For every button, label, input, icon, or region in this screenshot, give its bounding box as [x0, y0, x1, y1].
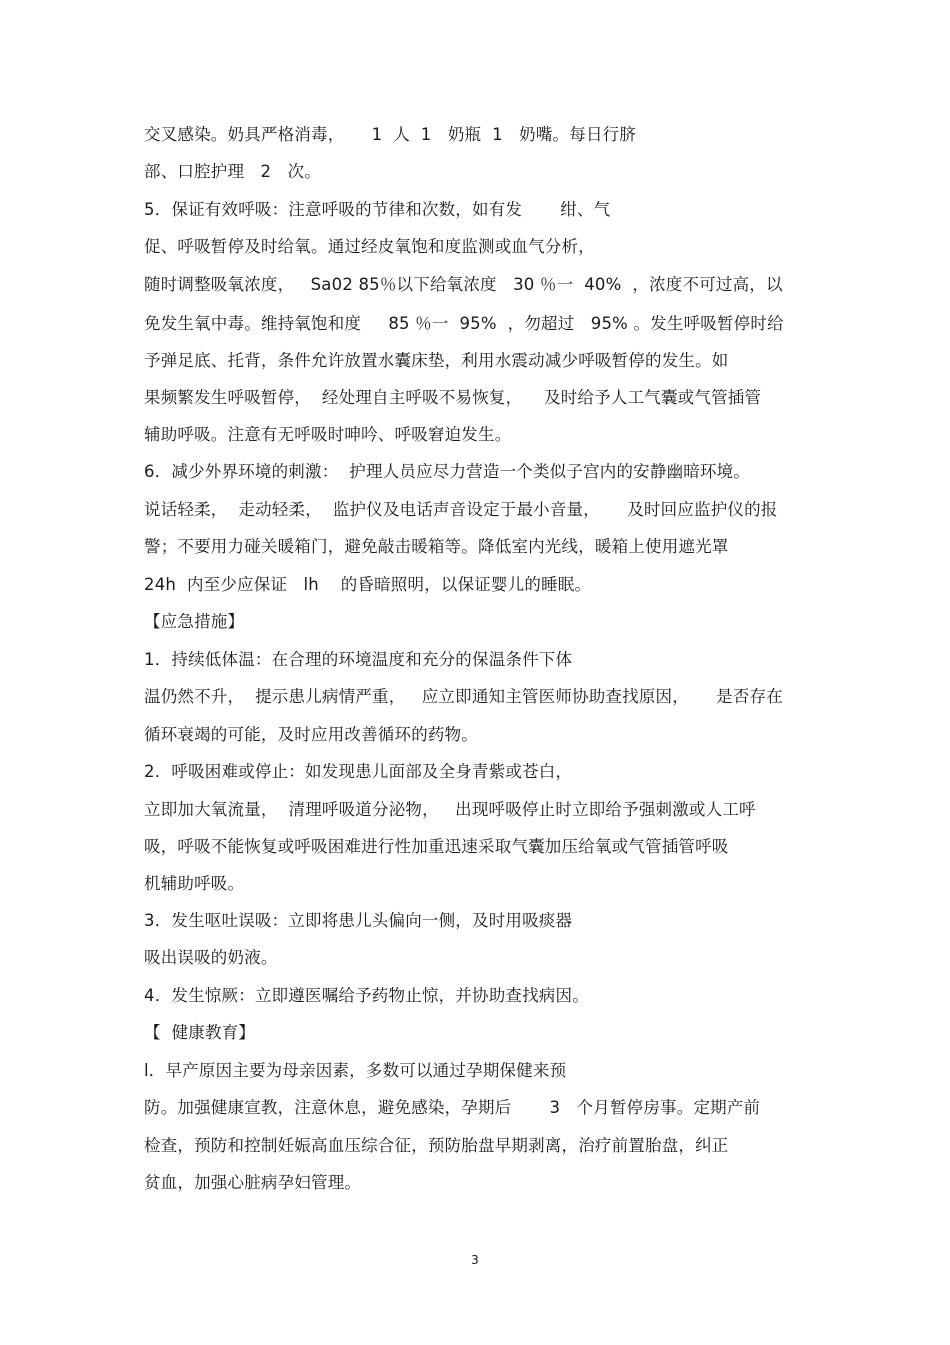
text-line: 说话轻柔， 走动轻柔， 监护仪及电话声音设定于最小音量， 及时回应监护仪的报 [144, 500, 778, 519]
text-line: 吸，呼吸不能恢复或呼吸困难进行性加重迅速采取气囊加压给氧或气管插管呼吸 [144, 837, 729, 856]
text-line: 辅助呼吸。注意有无呼吸时呻吟、呼吸窘迫发生。 [144, 425, 512, 444]
text-line: l．早产原因主要为母亲因素，多数可以通过孕期保健来预 [144, 1061, 567, 1080]
text-line: 1．持续低体温：在合理的环境温度和充分的保温条件下体 [144, 650, 573, 669]
text-line: 3．发生呕吐误吸：立即将患儿头偏向一侧，及时用吸痰器 [144, 911, 573, 930]
text-line: 5．保证有效呼吸：注意呼吸的节律和次数，如有发 绀、气 [144, 200, 611, 219]
text-line: 2．呼吸困难或停止：如发现患儿面部及全身青紫或苍白， [144, 762, 573, 781]
text-line: 警；不要用力碰关暖箱门，避免敲击暖箱等。降低室内光线，暖箱上使用遮光罩 [144, 537, 729, 556]
section-heading: 6．减少外界环境的刺激： 护理人员应尽力营造一个类似子宫内的安静幽暗环境。 [144, 462, 751, 481]
text-line: 免发生氧中毒。维持氧饱和度 85 ％一 95% ，勿超过 95% 。发生呼吸暂停时给 [144, 314, 784, 333]
text-line: 4．发生惊厥：立即遵医嘱给予药物止惊，并协助查找病因。 [144, 986, 589, 1005]
text-line: 随时调整吸氧浓度， Sa02 85％以下给氧浓度 30 ％一 40% ，浓度不可过高，以 [144, 275, 783, 294]
text-line: 防。加强健康宣教，注意休息，避免感染，孕期后 3 个月暂停房事。定期产前 [144, 1098, 761, 1117]
text-line: 吸出误吸的奶液。 [144, 948, 278, 967]
page-number: 3 [471, 1253, 479, 1267]
text-line: 检查，预防和控制妊娠高血压综合征，预防胎盘早期剥离，治疗前置胎盘，纠正 [144, 1136, 729, 1155]
text-line: 交叉感染。奶具严格消毒， 1 人 1 奶瓶 1 奶嘴。每日行脐 [144, 125, 637, 144]
text-line: 循环衰竭的可能，及时应用改善循环的药物。 [144, 725, 478, 744]
text-line: 促、呼吸暂停及时给氧。通过经皮氧饱和度监测或血气分析， [144, 237, 595, 256]
text-line: 予弹足底、托背，条件允许放置水囊床垫，利用水震动减少呼吸暂停的发生。如 [144, 351, 729, 370]
text-line: 贫血，加强心脏病孕妇管理。 [144, 1173, 362, 1192]
text-line: 部、口腔护理 2 次。 [144, 162, 321, 181]
text-line: 果频繁发生呼吸暂停， 经处理自主呼吸不易恢复， 及时给予人工气囊或气管插管 [144, 388, 762, 407]
text-line: 机辅助呼吸。 [144, 874, 245, 893]
text-line: 立即加大氧流量， 清理呼吸道分泌物， 出现呼吸停止时立即给予强刺激或人工呼 [144, 800, 756, 819]
text-line: 24h 内至少应保证 lh 的昏暗照明，以保证婴儿的睡眠。 [144, 575, 592, 594]
section-heading: 【 健康教育】 [144, 1023, 256, 1042]
section-heading: 【应急措施】 [144, 612, 245, 631]
text-line: 温仍然不升， 提示患儿病情严重， 应立即通知主管医师协助查找原因， 是否存在 [144, 687, 783, 706]
